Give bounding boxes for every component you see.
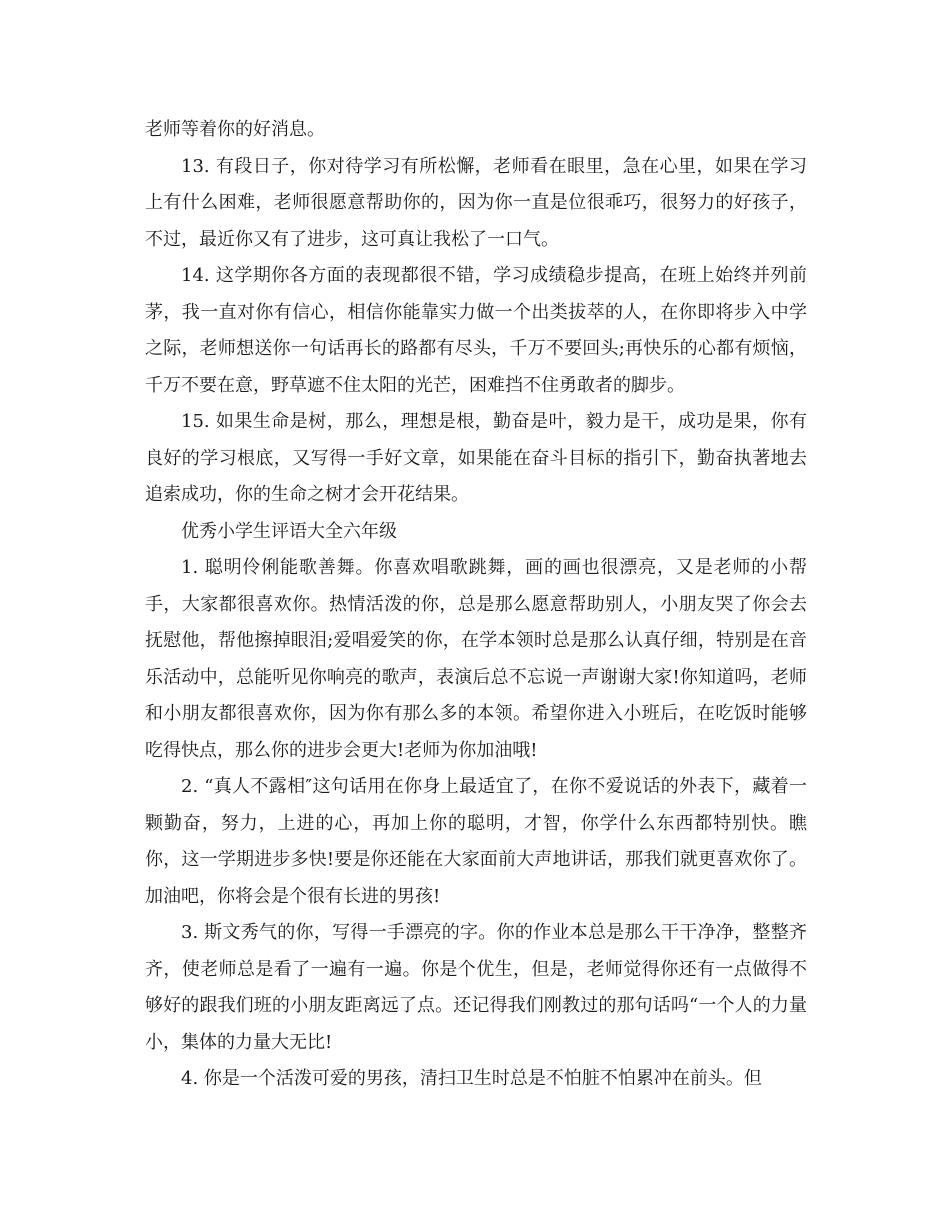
paragraph-continuation: 老师等着你的好消息。 xyxy=(145,119,325,140)
paragraph-item-14: 14. 这学期你各方面的表现都很不错，学习成绩稳步提高，在班上始终并列前茅，我一直对你有信心，相信你能靠实力做一个出类拔萃的人，在你即将步入中学之际，老师想送你一句话再长的路都有尽头，千万不要回头;再快乐的心都有烦恼，千万不要在意，野草遮不住太阳的光芒，困难挡不住勇敢者的脚步。 xyxy=(145,265,807,396)
paragraph-item-3: 3. 斯文秀气的你，写得一手漂亮的字。你的作业本总是那么干干净净，整整齐齐，使老师总是看了一遍有一遍。你是个优生，但是，老师觉得你还有一点做得不够好的跟我们班的小朋友距离远了点。还记得我们刚教过的那句话吗“一个人的力量小，集体的力量大无比! xyxy=(145,922,807,1053)
paragraph-item-1: 1. 聪明伶俐能歌善舞。你喜欢唱歌跳舞，画的画也很漂亮，又是老师的小帮手，大家都很喜欢你。热情活泼的你，总是那么愿意帮助别人，小朋友哭了你会去抚慰他，帮他擦掉眼泪;爱唱爱笑的你，在学本领时总是那么认真仔细，特别是在音乐活动中，总能听见你响亮的歌声，表演后总不忘说一声谢谢大家!你知道吗，老师和小朋友都很喜欢你，因为你有那么多的本领。希望你进入小班后，在吃饭时能够吃得快点，那么你的进步会更大!老师为你加油哦! xyxy=(145,557,807,761)
paragraph-item-2: 2. “真人不露相″这句话用在你身上最适宜了，在你不爱说话的外表下，藏着一颗勤奋，努力，上进的心，再加上你的聪明，才智，你学什么东西都特别快。瞧你，这一学期进步多快!要是你还能在大家面前大声地讲话，那我们就更喜欢你了。加油吧，你将会是个很有长进的男孩! xyxy=(145,776,807,907)
paragraph-item-4: 4. 你是一个活泼可爱的男孩，清扫卫生时总是不怕脏不怕累冲在前头。但 xyxy=(181,1068,762,1089)
paragraph-item-15: 15. 如果生命是树，那么，理想是根，勤奋是叶，毅力是干，成功是果，你有良好的学习根底，又写得一手好文章，如果能在奋斗目标的指引下，勤奋执著地去追索成功，你的生命之树才会开花结果。 xyxy=(145,411,807,505)
paragraph-item-13: 13. 有段日子，你对待学习有所松懈，老师看在眼里，急在心里，如果在学习上有什么困难，老师很愿意帮助你的，因为你一直是位很乖巧，很努力的好孩子，不过，最近你又有了进步，这可真让我松了一口气。 xyxy=(145,155,807,250)
document-body xyxy=(145,112,807,1098)
section-heading: 优秀小学生评语大全六年级 xyxy=(181,520,397,542)
